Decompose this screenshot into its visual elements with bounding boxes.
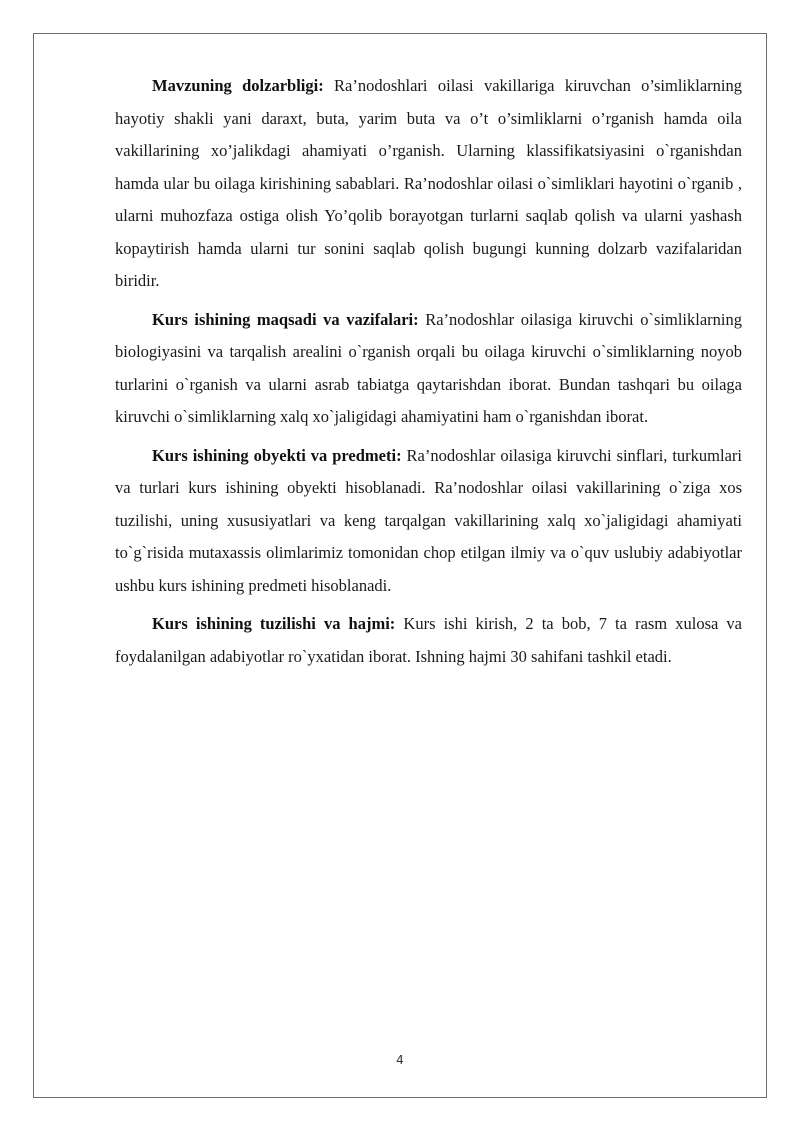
paragraph-heading: Mavzuning dolzarbligi: — [152, 76, 324, 95]
paragraph-object-subject — [115, 440, 742, 603]
paragraph-text: Ra’nodoshlar oilasiga kiruvchi sinflari, turkumlari va turlari kurs ishining obyekti hisoblanadi. Ra’nodoshlar oilasi vakillarining o`ziga xos tuzilishi, uning xususiyatlari va keng tarqalgan vakillarining xalq xo`jaligidagi ahamiyati to`g`risida mutaxassis olimlarimiz tomonidan chop etilgan ilmiy va o`quv uslubiy adabiyotlar ushbu kurs ishining predmeti hisoblanadi. — [115, 445, 742, 595]
paragraph-text: Ra’nodoshlar oilasiga kiruvchi o`simliklarning biologiyasini va tarqalish arealini o`rganish orqali bu oilaga kiruvchi o`simliklarning noyob turlarini o`rganish va ularni asrab tabiatga qaytarishdan iborat. Bundan tashqari bu oilaga kiruvchi o`simliklarning xalq xo`jaligidagi ahamiyatini ham o`rganishdan iborat. — [115, 309, 742, 426]
page-number: 4 — [396, 1053, 404, 1067]
paragraph-relevance — [115, 70, 742, 298]
document-body — [115, 70, 742, 679]
paragraph-structure — [115, 608, 742, 673]
paragraph-heading: Kurs ishining maqsadi va vazifalari: — [152, 309, 419, 329]
paragraph-text: Ra’nodoshlari oilasi vakillariga kiruvchan o’simliklarning hayotiy shakli yani daraxt, buta, yarim buta va o’t o’simliklarni o’rganish hamda oila vakillarining xo’jalikdagi ahamiyati o’rganish. Ularning klassifikatsiyasini o`rganishdan hamda ular bu oilaga kirishining sabablari. Ra’nodoshlar oilasi o`simliklari hayotini o`rganib , ularni muhozfaza ostiga olish Yo’qolib borayotgan turlarni saqlab qolish va ularni yashash kopaytirish hamda ularni tur sonini saqlab qolish bugungi kunning dolzarb vazifalaridan biridir. — [115, 76, 742, 290]
paragraph-heading: Kurs ishining obyekti va predmeti: — [152, 445, 402, 465]
paragraph-text: Kurs ishi kirish, 2 ta bob, 7 ta rasm xulosa va foydalanilgan adabiyotlar ro`yxatidan iborat. Ishning hajmi 30 sahifani tashkil etadi. — [115, 614, 743, 666]
paragraph-heading: Kurs ishining tuzilishi va hajmi: — [152, 614, 396, 633]
paragraph-goals — [115, 304, 742, 434]
